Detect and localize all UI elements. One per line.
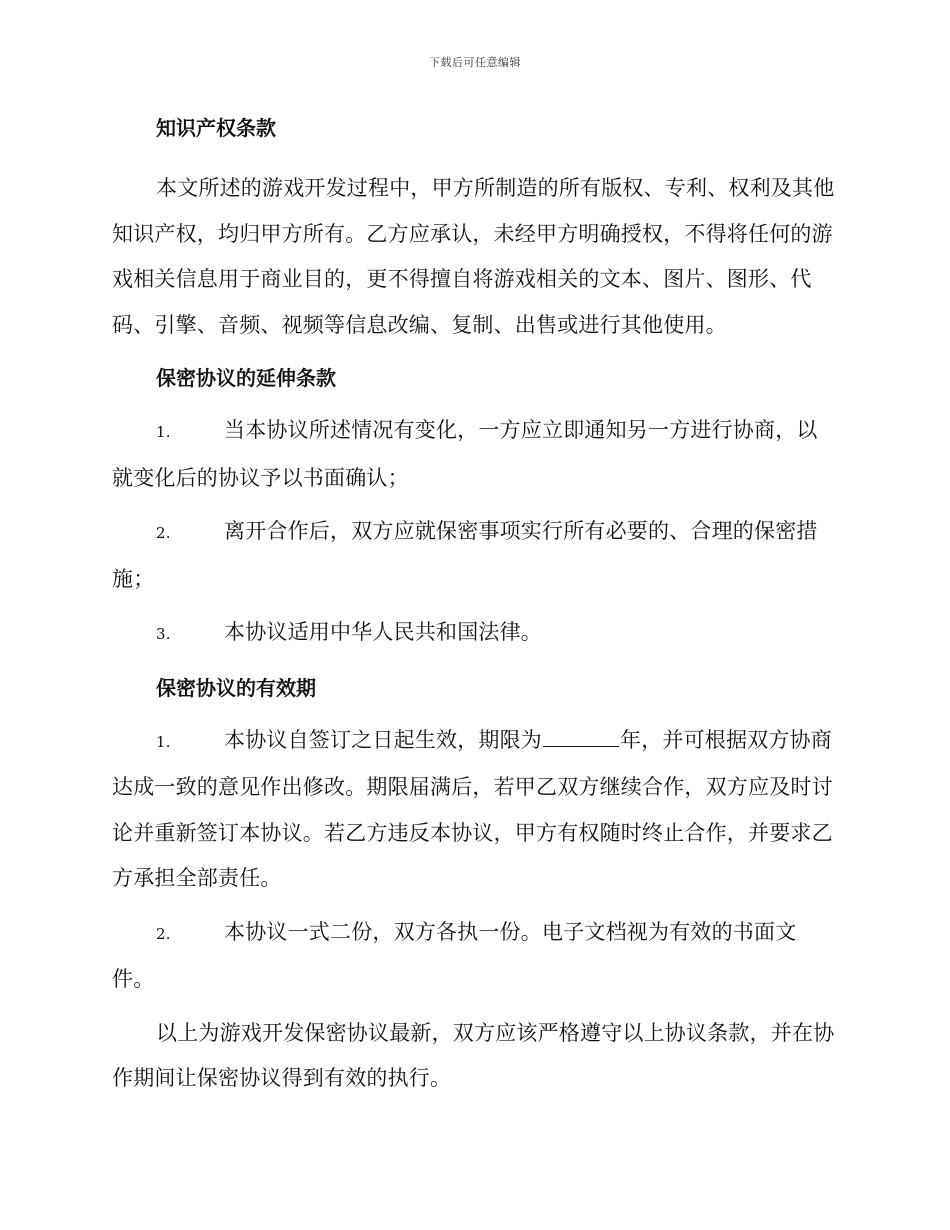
list-item: [112, 910, 838, 1003]
list-item-number: 2.: [156, 924, 171, 943]
list-item: [112, 718, 838, 902]
list-item: [112, 408, 838, 501]
list-item-text: 本协议一式二份，双方各执一份。电子文档视为有效的书面文件。: [112, 919, 797, 991]
page-header: 下载后可任意编辑: [429, 56, 521, 69]
list-item-text: 本协议适用中华人民共和国法律。: [224, 620, 542, 644]
list-item-text: 离开合作后，双方应就保密事项实行所有必要的、合理的保密措施；: [112, 519, 818, 591]
list-item-number: 1.: [156, 732, 171, 751]
list-item-number: 3.: [156, 625, 171, 643]
list-item-text: 当本协议所述情况有变化，一方应立即通知另一方进行协商，以就变化后的协议予以书面确认；: [112, 418, 818, 490]
term-blank-line: [543, 726, 619, 747]
list-item-number: 1.: [156, 423, 171, 441]
section-heading-ip: 知识产权条款: [156, 116, 276, 140]
list-item-text-before: 本协议自签订之日起生效，期限为: [224, 727, 542, 752]
section-heading-validity: 保密协议的有效期: [156, 675, 316, 700]
list-item: [112, 610, 838, 658]
list-item-number: 2.: [156, 524, 171, 542]
list-item: [112, 509, 838, 602]
ip-paragraph: 本文所述的游戏开发过程中，甲方所制造的所有版权、专利、权利及其他知识产权，均归甲方所有。乙方应承认，未经甲方明确授权，不得将任何的游戏相关信息用于商业目的，更不得擅自将游戏相关的文本、图片、图形、代码、引擎、音频、视频等信息改编、复制、出售或进行其他使用。: [112, 176, 835, 337]
list-item-text-after: 年，并可根据双方协商达成一致的意见作出修改。期限届满后，若甲乙双方继续合作，双方应及时讨论并重新签订本协议。若乙方违反本协议，甲方有权随时终止合作，并要求乙方承担全部责任。: [112, 727, 833, 890]
closing-paragraph: 以上为游戏开发保密协议最新，双方应该严格遵守以上协议条款，并在协作期间让保密协议得到有效的执行。: [112, 1020, 835, 1090]
section-heading-extension: 保密协议的延伸条款: [156, 366, 336, 390]
document-body: [112, 112, 838, 1110]
